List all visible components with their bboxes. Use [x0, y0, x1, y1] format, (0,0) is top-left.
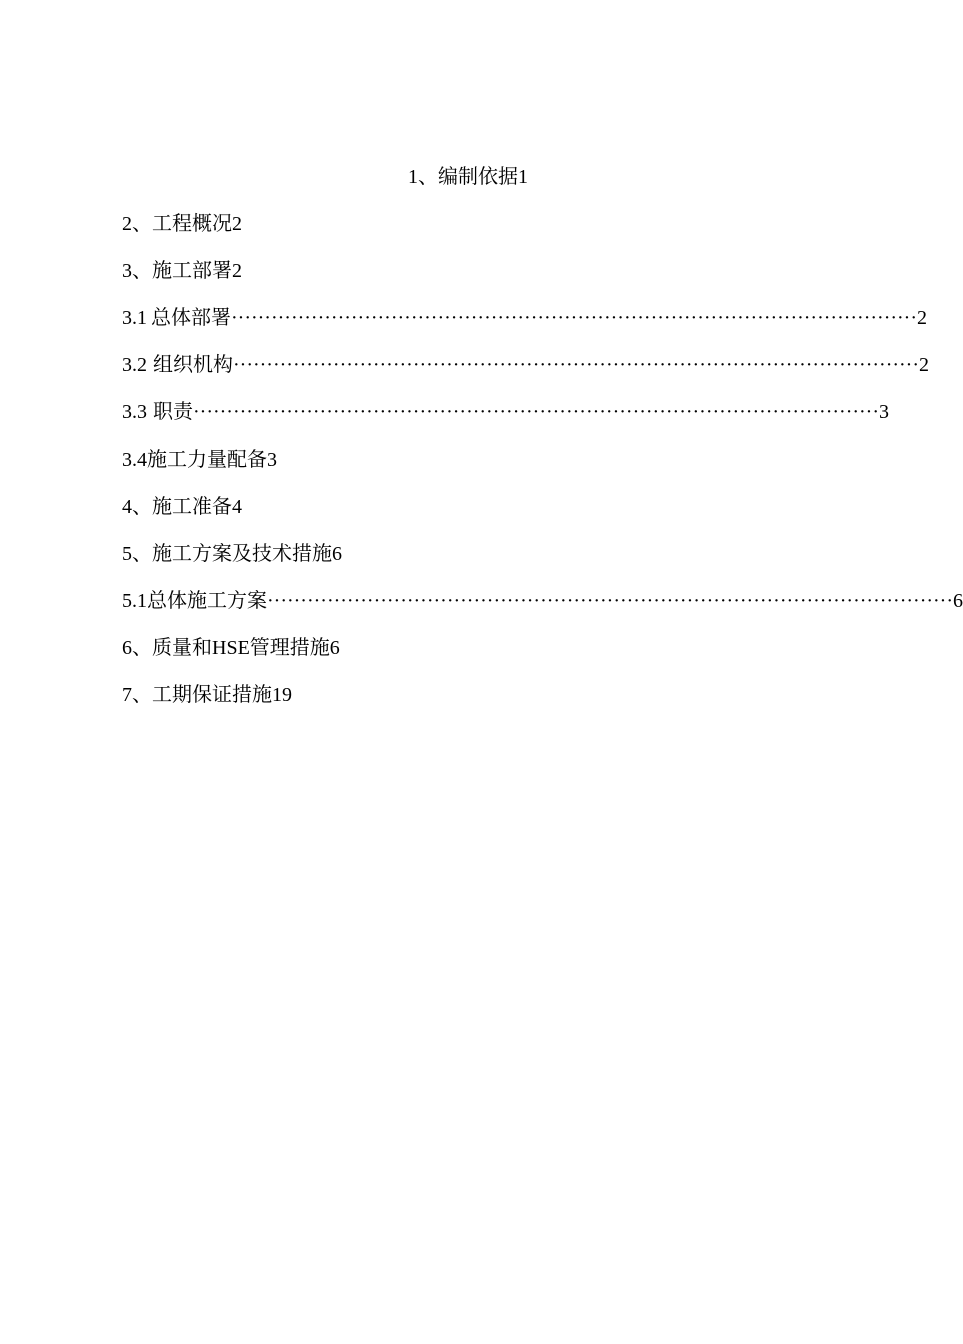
toc-entry-title: 组织机构	[153, 354, 233, 376]
toc-entry-number: 5、	[122, 543, 152, 565]
toc-entry-title: 工期保证措施	[152, 684, 272, 706]
toc-entry[interactable]	[122, 212, 242, 236]
toc-leader-dots: ·······································································································	[267, 590, 953, 612]
toc-entry-number: 3.2	[122, 354, 147, 376]
toc-entry[interactable]	[122, 353, 929, 377]
toc-entry-title: 总体部署	[151, 307, 231, 329]
toc-entry[interactable]	[122, 589, 963, 613]
toc-entry-number: 1、	[408, 166, 438, 188]
toc-entry-page: 2	[917, 307, 927, 329]
toc-entry-page: 2	[232, 260, 242, 282]
toc-entry-title: 质量和HSE管理措施	[152, 637, 330, 659]
toc-entry-page: 3	[267, 449, 277, 471]
toc-entry-title: 施工部署	[152, 260, 232, 282]
toc-entry[interactable]	[122, 259, 242, 283]
toc-entry-number: 3.4	[122, 449, 147, 471]
toc-leader-dots: ·······································································································	[233, 354, 919, 376]
toc-entry-number: 3.3	[122, 401, 147, 423]
toc-entry-number: 3、	[122, 260, 152, 282]
toc-entry-number: 6、	[122, 637, 152, 659]
toc-leader-dots: ·······································································································	[231, 307, 917, 329]
toc-entry-number: 5.1	[122, 590, 147, 612]
toc-entry-page: 6	[329, 637, 340, 659]
toc-entry-page: 1	[518, 166, 528, 188]
toc-entry-number: 3.1	[122, 307, 147, 329]
toc-entry[interactable]	[122, 683, 292, 707]
toc-entry-title: 施工准备	[152, 496, 232, 518]
toc-entry-page: 2	[919, 354, 929, 376]
toc-entry-page: 2	[232, 213, 242, 235]
toc-entry[interactable]	[122, 542, 342, 566]
toc-entry-title: 施工方案及技术措施	[152, 543, 332, 565]
toc-entry-title: 施工力量配备	[147, 449, 267, 471]
toc-entry-page: 6	[332, 543, 342, 565]
toc-entry-page: 3	[879, 401, 889, 423]
toc-entry[interactable]	[122, 400, 889, 424]
toc-entry-title: 编制依据	[438, 166, 518, 188]
toc-entry-number: 2、	[122, 213, 152, 235]
toc-entry-title: 总体施工方案	[147, 590, 267, 612]
toc-entry[interactable]	[0, 165, 936, 189]
toc-entry[interactable]	[122, 306, 927, 330]
toc-leader-dots: ·······································································································	[193, 401, 879, 423]
toc-entry-title: 职责	[153, 401, 193, 423]
toc-entry[interactable]	[122, 495, 242, 519]
toc-entry[interactable]	[122, 636, 340, 660]
toc-entry-page: 4	[232, 496, 242, 518]
toc-entry-page: 6	[953, 590, 963, 612]
toc-entry-title: 工程概况	[152, 213, 232, 235]
toc-entry[interactable]	[122, 448, 277, 472]
toc-entry-number: 7、	[122, 684, 152, 706]
toc-entry-page: 19	[272, 684, 292, 706]
toc-entry-number: 4、	[122, 496, 152, 518]
